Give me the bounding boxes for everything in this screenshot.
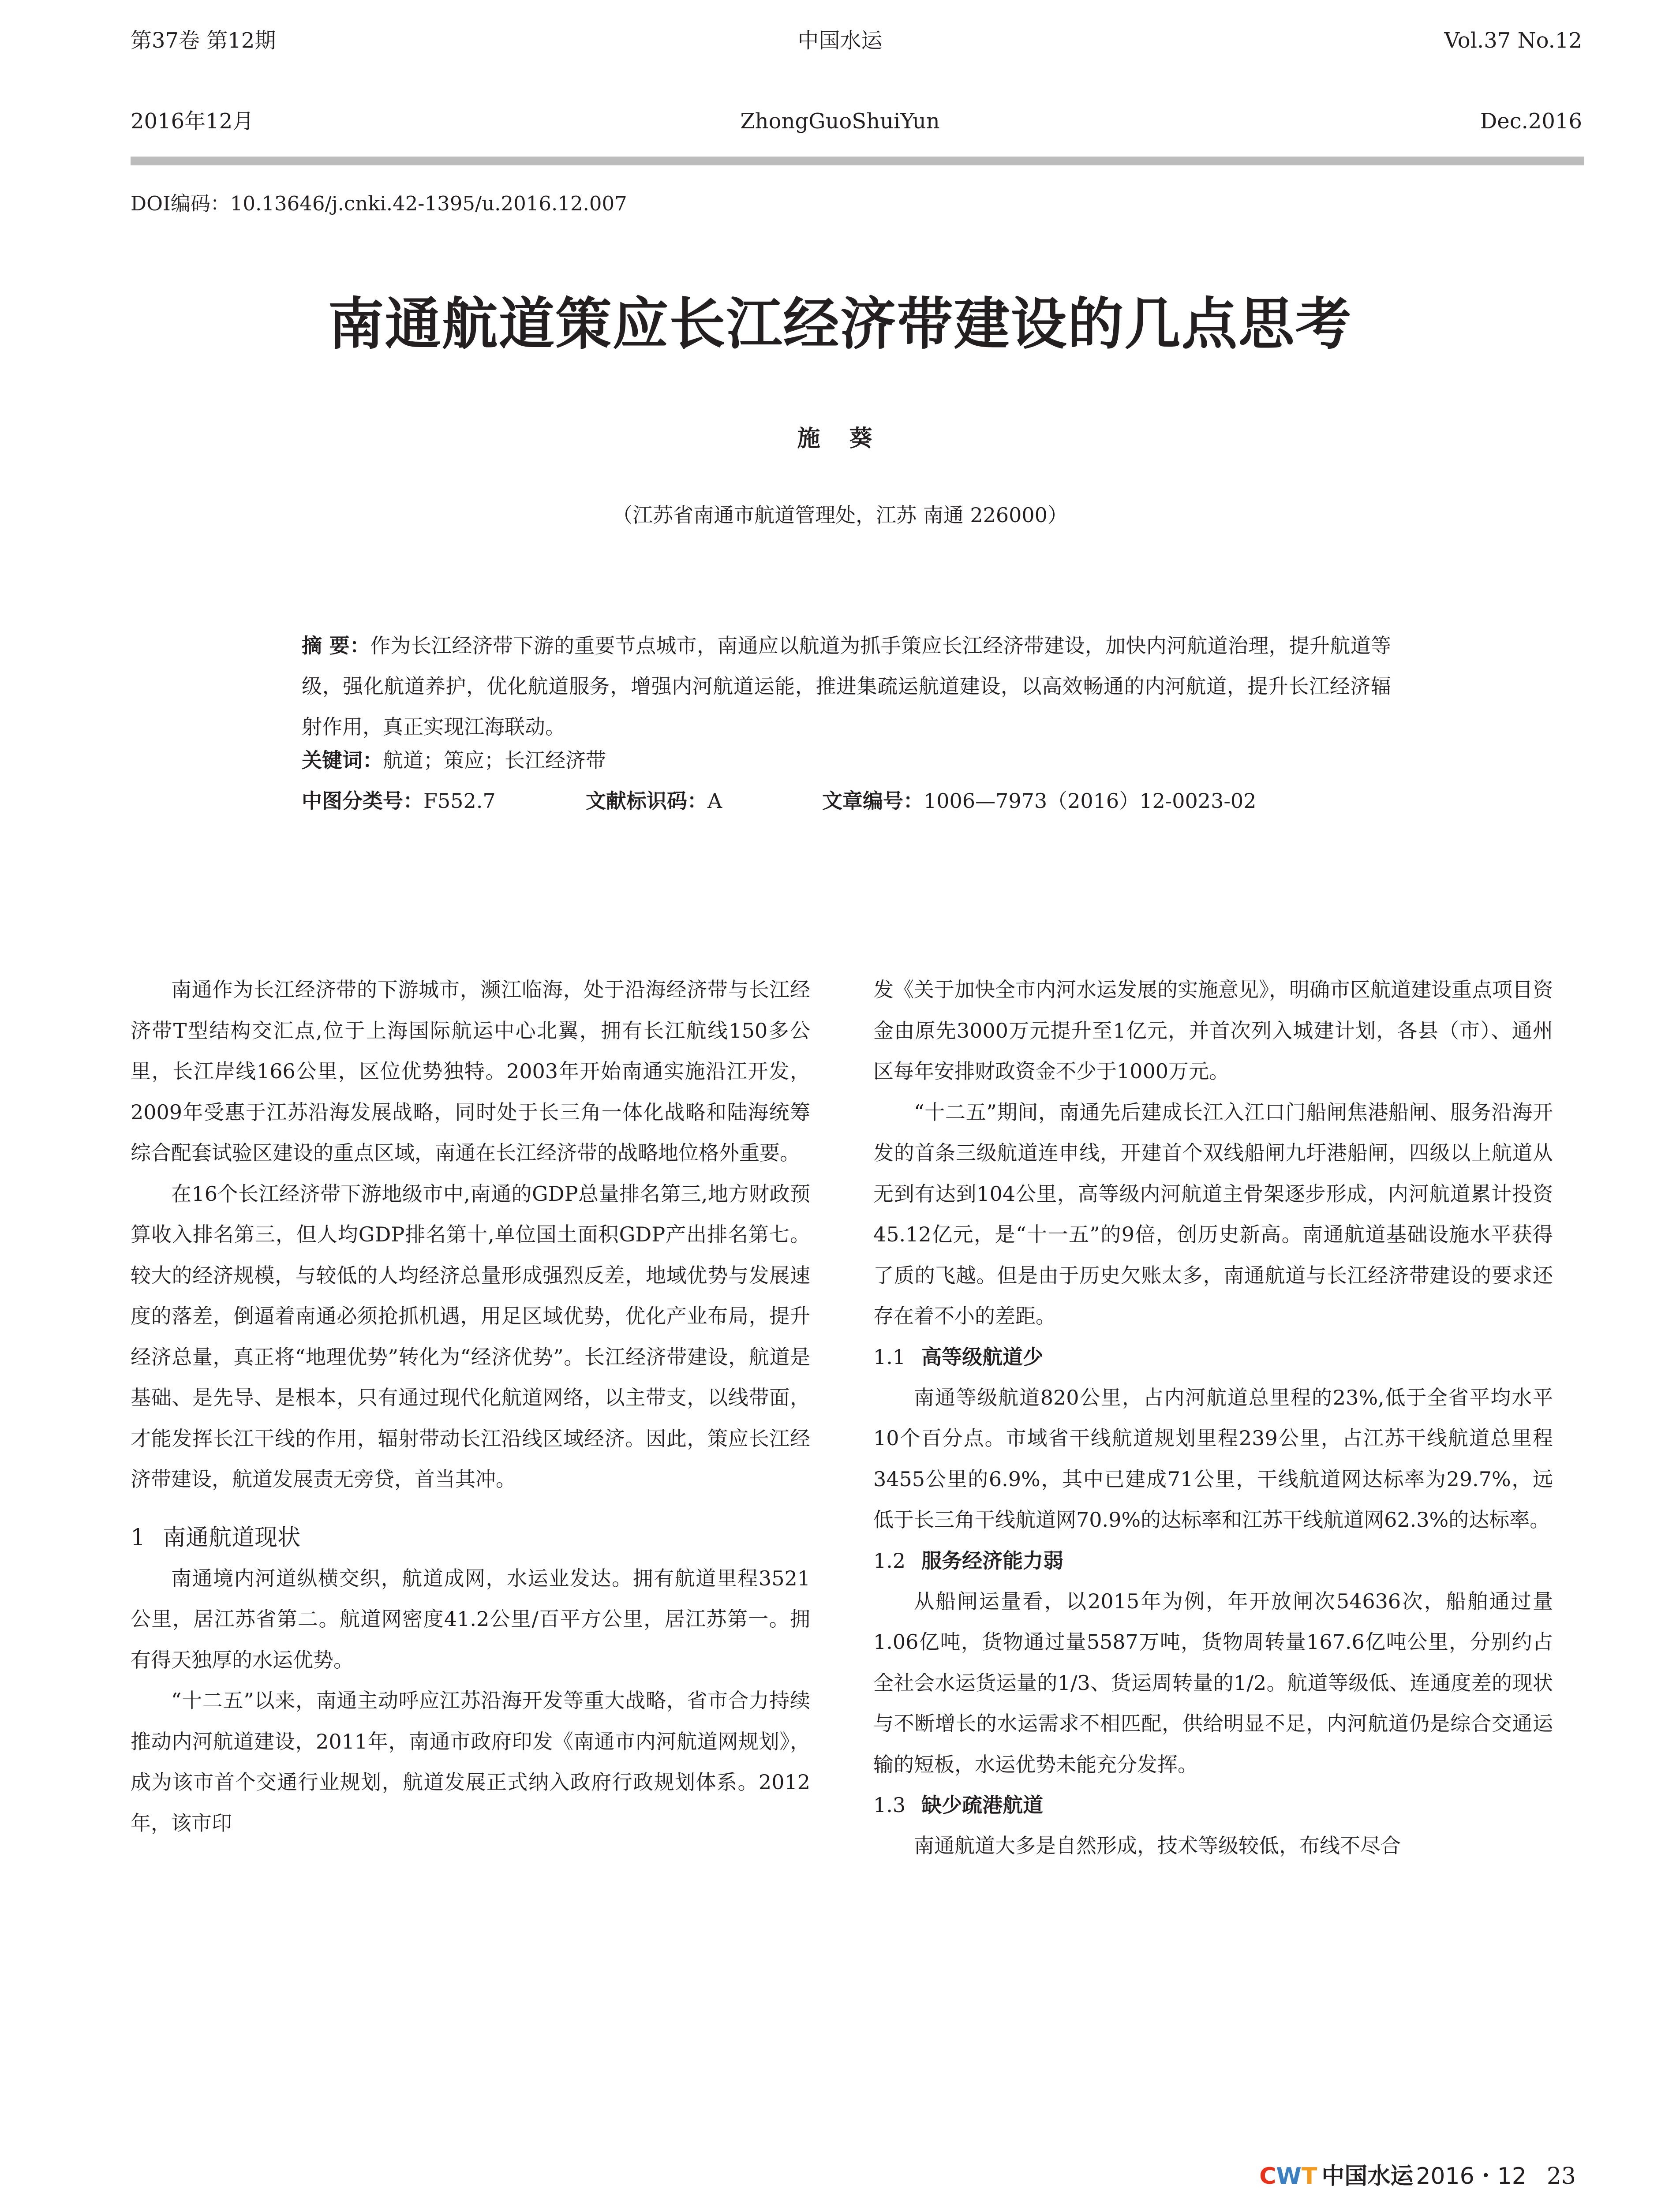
paragraph: “十二五”期间，南通先后建成长江入江口门船闸焦港船闸、服务沿海开发的首条三级航道连申线，开建首个双线船闸九圩港船闸，四级以上航道从无到有达到104公里，高等级内河航道主骨架逐步形成，内河航道累计投资45.12亿元，是“十一五”的9倍，创历史新高。南通航道基础设施水平获得了质的飞越。但是由于历史欠账太多，南通航道与长江经济带建设的要求还存在着不小的差距。 (873, 1100, 1553, 1328)
header-rule (131, 157, 1584, 165)
keywords-label: 关键词： (302, 748, 383, 772)
doccode-value: A (707, 789, 722, 813)
abstract (302, 625, 1391, 747)
section-heading (131, 1517, 810, 1558)
volume-issue-cn: 第37卷 第12期 (131, 28, 276, 53)
subsection-title: 服务经济能力弱 (921, 1548, 1064, 1573)
paragraph: 南通作为长江经济带的下游城市，濒江临海，处于沿海经济带与长江经济带T型结构交汇点,位于上海国际航运中心北翼，拥有长江航线150多公里，长江岸线166公里，区位优势独特。2003年开始南通实施沿江开发，2009年受惠于江苏沿海发展战略，同时处于长三角一体化战略和陆海统筹综合配套试验区建设的重点区域，南通在长江经济带的战略地位格外重要。 (131, 978, 810, 1165)
article-number-value: 1006—7973（2016）12-0023-02 (924, 789, 1257, 813)
subsection-number: 1.1 (873, 1345, 906, 1369)
abstract-text: 作为长江经济带下游的重要节点城市，南通应以航道为抓手策应长江经济带建设，加快内河航道治理，提升航道等级，强化航道养护，优化航道服务，增强内河航道运能，推进集疏运航道建设，以高效畅通的内河航道，提升长江经济辐射作用，真正实现江海联动。 (302, 634, 1392, 739)
subsection-title: 缺少疏港航道 (921, 1793, 1044, 1817)
abstract-label: 摘 要： (302, 634, 370, 658)
keywords-text: 航道；策应；长江经济带 (383, 748, 606, 772)
clc-label: 中图分类号： (302, 789, 423, 813)
clc-value: F552.7 (423, 789, 496, 813)
cwt-logo: CWT (1259, 2163, 1317, 2190)
page-number: 23 (1546, 2163, 1576, 2190)
paragraph: 在16个长江经济带下游地级市中,南通的GDP总量排名第三,地方财政预算收入排名第三，但人均GDP排名第十,单位国土面积GDP产出排名第七。较大的经济规模，与较低的人均经济总量形成强烈反差，地域优势与发展速度的落差，倒逼着南通必须抢抓机遇，用足区域优势，优化产业布局，提升经济总量，真正将“地理优势”转化为“经济优势”。长江经济带建设，航道是基础、是先导、是根本，只有通过现代化航道网络，以主带支，以线带面，才能发挥长江干线的作用，辐射带动长江沿线区域经济。因此，策应长江经济带建设，航道发展责无旁贷，首当其冲。 (131, 1181, 810, 1491)
body-column-right (873, 969, 1553, 1866)
subsection-number: 1.2 (873, 1548, 906, 1573)
volume-issue-en: Vol.37 No.12 (1444, 28, 1582, 53)
section-number: 1 (131, 1524, 146, 1551)
journal-name-pinyin: ZhongGuoShuiYun (740, 109, 940, 134)
paragraph: 南通等级航道820公里，占内河航道总里程的23%,低于全省平均水平10个百分点。市域省干线航道规划里程239公里，占江苏干线航道总里程3455公里的6.9%，其中已建成71公里，干线航道网达标率为29.7%，远低于长三角干线航道网70.9%的达标率和江苏干线航道网62.3%的达标率。 (873, 1385, 1553, 1532)
author-name: 施 葵 (797, 425, 883, 452)
subsection-title: 高等级航道少 (921, 1345, 1044, 1369)
doccode-line (586, 788, 722, 814)
paragraph: 从船闸运量看，以2015年为例，年开放闸次54636次，船舶通过量1.06亿吨，货物通过量5587万吨，货物周转量167.6亿吨公里，分别约占全社会水运货运量的1/3、货运周转量的1/2。航道等级低、连通度差的现状与不断增长的水运需求不相匹配，供给明显不足，内河航道仍是综合交通运输的短板，水运优势未能充分发挥。 (873, 1589, 1553, 1776)
subsection-number: 1.3 (873, 1793, 906, 1817)
doccode-label: 文献标识码： (586, 789, 707, 813)
date-en: Dec.2016 (1480, 109, 1582, 134)
classification-line (302, 788, 496, 814)
subsection-heading (873, 1540, 1553, 1581)
article-number-line (822, 788, 1256, 814)
keywords-line (302, 747, 606, 774)
article-title: 南通航道策应长江经济带建设的几点思考 (328, 291, 1352, 357)
paragraph: 南通航道大多是自然形成，技术等级较低，布线不尽合 (914, 1834, 1401, 1857)
subsection-heading (873, 1337, 1553, 1377)
article-number-label: 文章编号： (822, 789, 924, 813)
paragraph: 南通境内河道纵横交织，航道成网，水运业发达。拥有航道里程3521公里，居江苏省第二。航道网密度41.2公里/百平方公里，居江苏第一。拥有得天独厚的水运优势。 (131, 1566, 810, 1672)
subsection-heading (873, 1785, 1553, 1825)
author-affiliation: （江苏省南通市航道管理处，江苏 南通 226000） (612, 503, 1068, 527)
doi-line: DOI编码：10.13646/j.cnki.42-1395/u.2016.12.007 (131, 192, 627, 215)
footer-journal-name: 中国水运 (1321, 2163, 1414, 2190)
body-column-left (131, 969, 810, 1843)
page-footer (1259, 2161, 1576, 2192)
section-title: 南通航道现状 (163, 1524, 301, 1551)
footer-issue: 2016・12 (1416, 2163, 1527, 2190)
paragraph: “十二五”以来，南通主动呼应江苏沿海开发等重大战略，省市合力持续推动内河航道建设，2011年，南通市政府印发《南通市内河航道网规划》，成为该市首个交通行业规划，航道发展正式纳入政府行政规划体系。2012年，该市印 (131, 1689, 810, 1835)
date-cn: 2016年12月 (131, 109, 254, 134)
journal-name-cn: 中国水运 (797, 28, 883, 53)
paragraph: 发《关于加快全市内河水运发展的实施意见》，明确市区航道建设重点项目资金由原先3000万元提升至1亿元，并首次列入城建计划，各县（市）、通州区每年安排财政资金不少于1000万元。 (873, 978, 1553, 1083)
